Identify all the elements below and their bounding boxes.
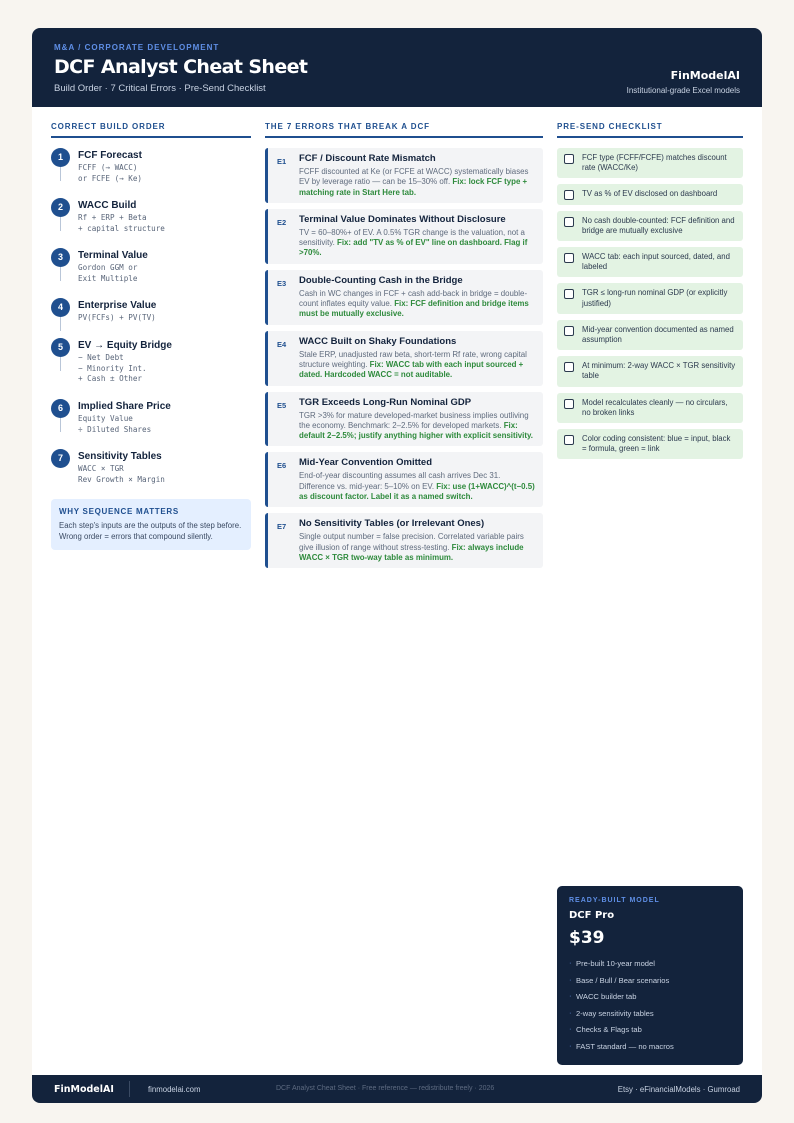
promo-feature-list xyxy=(569,959,731,1051)
cheat-sheet-page xyxy=(32,28,762,1103)
error-body xyxy=(299,350,535,381)
errors-column xyxy=(265,122,543,574)
error-code: E1 xyxy=(277,157,287,166)
checklist-item-label: Color coding consistent: blue = input, black = formula, green = link xyxy=(582,434,731,454)
error-description: TV = 60–80%+ of EV. A 0.5% TGR change is the valuation, not a sensitivity. xyxy=(299,227,525,248)
step-title: Implied Share Price xyxy=(78,401,171,412)
error-code: E5 xyxy=(277,400,287,410)
promo-feature: · FAST standard — no macros xyxy=(569,1042,731,1051)
promo-product-name: DCF Pro xyxy=(569,910,615,921)
error-title: WACC Built on Shaky Foundations xyxy=(299,335,457,347)
error-title: FCF / Discount Rate Mismatch xyxy=(299,153,436,164)
checklist-item[interactable] xyxy=(557,148,743,178)
error-title: No Sensitivity Tables (or Irrelevant Ones) xyxy=(299,518,485,530)
why-title: WHY SEQUENCE MATTERS xyxy=(59,507,179,516)
step-number-badge: 2 xyxy=(51,198,70,217)
step-title: FCF Forecast xyxy=(78,150,142,161)
checkbox[interactable] xyxy=(564,190,574,200)
error-title: Mid-Year Convention Omitted xyxy=(299,457,433,469)
step-number-badge: 3 xyxy=(51,248,70,267)
checkbox[interactable] xyxy=(564,217,574,227)
error-description: Single output number = false precision. Correlated variable pairs give illusion of range without stress-testing. xyxy=(299,532,524,552)
error-description: End-of-year discounting assumes all cash arrives Dec 31. Difference vs. mid-year: 5–10% on EV. xyxy=(299,471,501,491)
checkbox[interactable] xyxy=(564,435,574,445)
build-step xyxy=(51,248,251,298)
error-description: TGR >3% for mature developed-market business implies outliving the economy. Benchmark: 2–2.5% for developed markets. xyxy=(299,410,529,430)
error-body xyxy=(299,228,535,259)
checklist-item-label: FCF type (FCFF/FCFE) matches discount rate (WACC/Ke) xyxy=(582,153,727,173)
checklist-item[interactable] xyxy=(557,356,743,386)
brand-tagline: Institutional-grade Excel models xyxy=(626,86,740,95)
error-title: Double-Counting Cash in the Bridge xyxy=(299,274,463,286)
footer-note: DCF Analyst Cheat Sheet · Free reference — redistribute freely · 2026 xyxy=(276,1085,495,1092)
checklist-item-label: Model recalculates cleanly — no circulars, no broken links xyxy=(582,397,728,417)
error-body xyxy=(299,289,535,320)
checkbox[interactable] xyxy=(564,362,574,372)
error-fix: Fix: WACC tab with each input sourced + dated. Hardcoded WACC = not auditable. xyxy=(299,359,524,380)
build-step xyxy=(51,198,251,248)
step-title: WACC Build xyxy=(78,200,137,211)
step-number-badge: 1 xyxy=(51,148,70,167)
footer-channels: Etsy · eFinancialModels · Gumroad xyxy=(617,1085,740,1094)
checklist-item-label: At minimum: 2-way WACC × TGR sensitivity table xyxy=(582,361,736,381)
footer xyxy=(32,1075,762,1103)
error-card xyxy=(265,209,543,264)
promo-kicker: READY-BUILT MODEL xyxy=(569,897,660,904)
error-card xyxy=(265,513,543,568)
errors-heading: THE 7 ERRORS THAT BREAK A DCF xyxy=(265,122,543,138)
build-step xyxy=(51,298,251,338)
checklist-item[interactable] xyxy=(557,393,743,423)
step-title: Sensitivity Tables xyxy=(78,451,162,462)
error-code: E6 xyxy=(277,461,287,471)
build-step xyxy=(51,148,251,198)
step-description: Gordon GGM or Exit Multiple xyxy=(78,263,138,283)
build-step xyxy=(51,338,251,399)
error-card xyxy=(265,331,543,386)
step-connector xyxy=(60,217,61,231)
footer-brand: FinModelAI xyxy=(54,1084,114,1095)
checkbox[interactable] xyxy=(564,154,574,164)
step-description: FCFF (→ WACC) or FCFE (→ Ke) xyxy=(78,163,143,183)
checkbox[interactable] xyxy=(564,253,574,263)
promo-card[interactable] xyxy=(557,886,743,1065)
header-kicker: M&A / CORPORATE DEVELOPMENT xyxy=(54,43,220,52)
build-step xyxy=(51,399,251,449)
step-description: Equity Value ÷ Diluted Shares xyxy=(78,414,152,434)
error-body xyxy=(299,532,535,563)
step-title: Enterprise Value xyxy=(78,300,157,311)
error-fix: Fix: default 2–2.5%; justify anything higher with explicit sensitivity. xyxy=(299,420,533,441)
error-fix: Fix: FCF definition and bridge items must be mutually exclusive. xyxy=(299,299,529,319)
error-fix: Fix: lock FCF type + matching rate in Start Here tab. xyxy=(299,177,528,197)
footer-url-link[interactable]: finmodelai.com xyxy=(148,1085,201,1094)
step-title: EV → Equity Bridge xyxy=(78,340,172,351)
error-description: Stale ERP, unadjusted raw beta, short-term Rf rate, wrong capital structure weighting. xyxy=(299,349,527,369)
why-sequence-box xyxy=(51,499,251,550)
error-list xyxy=(265,148,543,568)
checklist xyxy=(557,148,743,459)
error-card xyxy=(265,452,543,507)
error-code: E7 xyxy=(277,522,287,532)
checklist-item[interactable] xyxy=(557,211,743,241)
header-brand xyxy=(627,69,740,95)
promo-feature: · WACC builder tab xyxy=(569,992,731,1001)
error-card xyxy=(265,270,543,325)
checklist-item[interactable] xyxy=(557,184,743,204)
step-connector xyxy=(60,267,61,281)
promo-feature: · Checks & Flags tab xyxy=(569,1025,731,1034)
step-number-badge: 6 xyxy=(51,399,70,418)
checklist-column xyxy=(557,122,743,465)
header xyxy=(32,28,762,107)
checklist-item-label: No cash double-counted: FCF definition and bridge are mutually exclusive xyxy=(582,215,735,235)
build-order-heading: CORRECT BUILD ORDER xyxy=(51,122,251,138)
error-description: FCFF discounted at Ke (or FCFE at WACC) systematically biases EV by leverage ratio — can be 15–30% off. xyxy=(299,167,529,187)
build-order-column xyxy=(51,122,251,550)
checklist-item-label: TV as % of EV disclosed on dashboard xyxy=(582,189,718,199)
checklist-item-label: Mid-year convention documented as named assumption xyxy=(582,324,734,345)
step-description: − Net Debt − Minority Int. + Cash ± Other xyxy=(78,353,147,383)
checklist-item[interactable] xyxy=(557,320,743,350)
step-number-badge: 4 xyxy=(51,298,70,317)
error-body xyxy=(299,167,535,198)
step-connector xyxy=(60,167,61,181)
checklist-item[interactable] xyxy=(557,429,743,459)
step-title: Terminal Value xyxy=(78,250,148,261)
step-connector xyxy=(60,317,61,331)
error-fix: Fix: use (1+WACC)^(t−0.5) as discount factor. Label it as a named switch. xyxy=(299,481,535,502)
error-title: Terminal Value Dominates Without Disclosure xyxy=(299,213,506,225)
build-step xyxy=(51,449,251,489)
error-code: E3 xyxy=(277,278,287,288)
error-code: E4 xyxy=(277,339,287,349)
footer-divider xyxy=(129,1081,130,1097)
error-fix: Fix: add "TV as % of EV" line on dashboard. Flag if >70%. xyxy=(299,238,528,258)
brand-name: FinModelAI xyxy=(670,69,740,82)
step-description: PV(FCFs) + PV(TV) xyxy=(78,313,156,322)
checkbox[interactable] xyxy=(564,326,574,336)
step-description: Rf + ERP + Beta + capital structure xyxy=(78,213,165,233)
error-body xyxy=(299,411,535,442)
build-steps xyxy=(51,148,251,489)
checklist-item-label: TGR ≤ long-run nominal GDP (or explicitly justified) xyxy=(582,288,728,308)
checklist-heading: PRE-SEND CHECKLIST xyxy=(557,122,743,138)
promo-feature: · 2-way sensitivity tables xyxy=(569,1009,731,1018)
error-fix: Fix: always include WACC × TGR two-way table as minimum. xyxy=(299,542,524,562)
error-card xyxy=(265,148,543,203)
error-description: Cash in WC changes in FCF + cash add-back in bridge = double-count inflates equity value. xyxy=(299,288,528,309)
checklist-item[interactable] xyxy=(557,247,743,277)
step-connector xyxy=(60,357,61,371)
error-title: TGR Exceeds Long-Run Nominal GDP xyxy=(299,396,472,408)
why-text: Each step's inputs are the outputs of the step before. Wrong order = errors that compound silently. xyxy=(59,521,242,541)
page-subtitle: Build Order · 7 Critical Errors · Pre-Send Checklist xyxy=(54,83,266,94)
checkbox[interactable] xyxy=(564,289,574,299)
checkbox[interactable] xyxy=(564,399,574,409)
promo-feature: · Base / Bull / Bear scenarios xyxy=(569,976,731,985)
step-connector xyxy=(60,418,61,432)
step-number-badge: 7 xyxy=(51,449,70,468)
error-code: E2 xyxy=(277,217,287,227)
step-description: WACC × TGR Rev Growth × Margin xyxy=(78,464,165,484)
promo-feature: · Pre-built 10-year model xyxy=(569,959,731,968)
step-number-badge: 5 xyxy=(51,338,70,357)
promo-price: $39 xyxy=(569,928,605,948)
error-card xyxy=(265,392,543,447)
error-body xyxy=(299,471,535,502)
checklist-item-label: WACC tab: each input sourced, dated, and labeled xyxy=(582,252,730,272)
checklist-item[interactable] xyxy=(557,283,743,313)
page-title: DCF Analyst Cheat Sheet xyxy=(54,56,308,78)
